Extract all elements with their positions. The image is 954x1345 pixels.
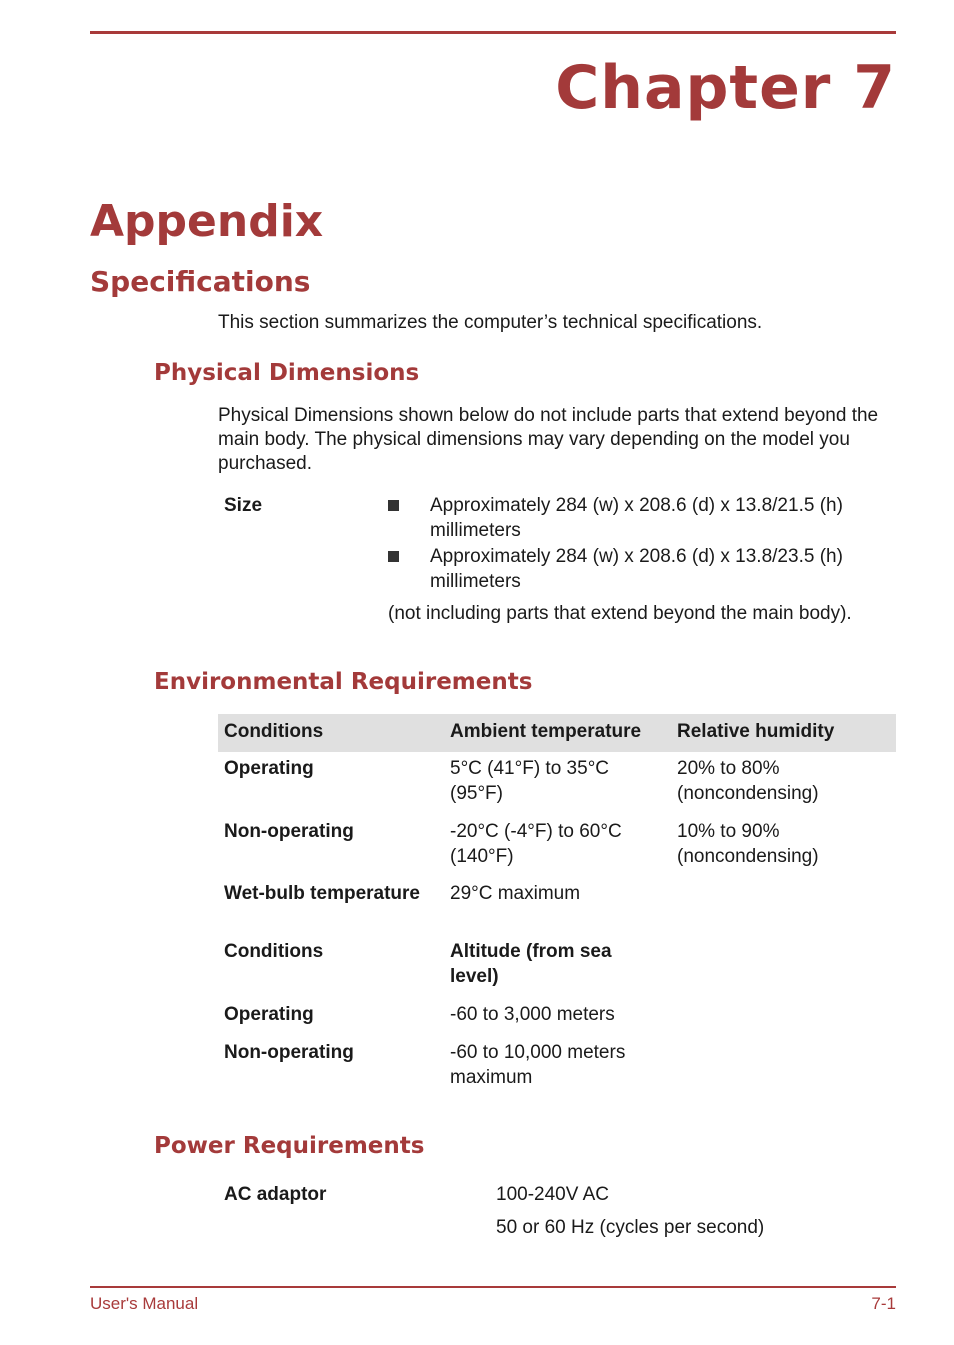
table-cell: 29°C maximum: [450, 883, 581, 904]
table-cell: -20°C (-4°F) to 60°C (140°F): [450, 821, 622, 867]
power-value: 100-240V AC: [496, 1184, 610, 1205]
table-header-cell: Relative humidity: [677, 721, 835, 742]
specifications-heading: Specifications: [90, 265, 311, 298]
bottom-rule: [90, 1286, 896, 1288]
size-bullet-2: Approximately 284 (w) x 208.6 (d) x 13.8/23.5 (h) millimeters: [430, 546, 843, 592]
chapter-title: Chapter 7: [555, 53, 896, 123]
table-cell: 5°C (41°F) to 35°C (95°F): [450, 758, 610, 804]
table-row-label: Non-operating: [224, 821, 354, 842]
bullet-square-icon: [388, 500, 399, 511]
size-note: (not including parts that extend beyond the main body).: [388, 603, 852, 624]
table-row-label: Non-operating: [224, 1042, 354, 1063]
physical-dimensions-text: Physical Dimensions shown below do not include parts that extend beyond the main body. The physical dimensions may vary depending on the model you purchased.: [218, 405, 879, 474]
environmental-heading: Environmental Requirements: [154, 669, 533, 695]
table-row-label: Operating: [224, 1004, 314, 1025]
table-header-cell: Ambient temperature: [450, 721, 642, 742]
table-cell: -60 to 3,000 meters: [450, 1004, 615, 1025]
table-cell: 20% to 80% (noncondensing): [677, 758, 819, 804]
size-bullet-1: Approximately 284 (w) x 208.6 (d) x 13.8/21.5 (h) millimeters: [430, 495, 843, 541]
specifications-intro: This section summarizes the computer’s technical specifications.: [218, 312, 763, 333]
table-row-label: Operating: [224, 758, 314, 779]
table-header-cell: Conditions: [224, 941, 324, 962]
power-heading: Power Requirements: [154, 1133, 425, 1159]
size-label: Size: [224, 495, 263, 516]
table-header-cell: Conditions: [224, 721, 324, 742]
bullet-square-icon: [388, 551, 399, 562]
table-cell: -60 to 10,000 meters maximum: [450, 1042, 626, 1088]
appendix-heading: Appendix: [90, 196, 324, 247]
table-cell: 10% to 90% (noncondensing): [677, 821, 819, 867]
physical-dimensions-heading: Physical Dimensions: [154, 360, 420, 386]
top-rule: [90, 31, 896, 34]
ac-adaptor-label: AC adaptor: [224, 1184, 327, 1205]
footer-manual-name: User's Manual: [90, 1294, 199, 1313]
power-value: 50 or 60 Hz (cycles per second): [496, 1217, 765, 1238]
table-row-label: Wet-bulb temperature: [224, 883, 421, 904]
table-header-cell: Altitude (from sea level): [450, 941, 612, 987]
footer-page-number: 7-1: [871, 1294, 896, 1313]
